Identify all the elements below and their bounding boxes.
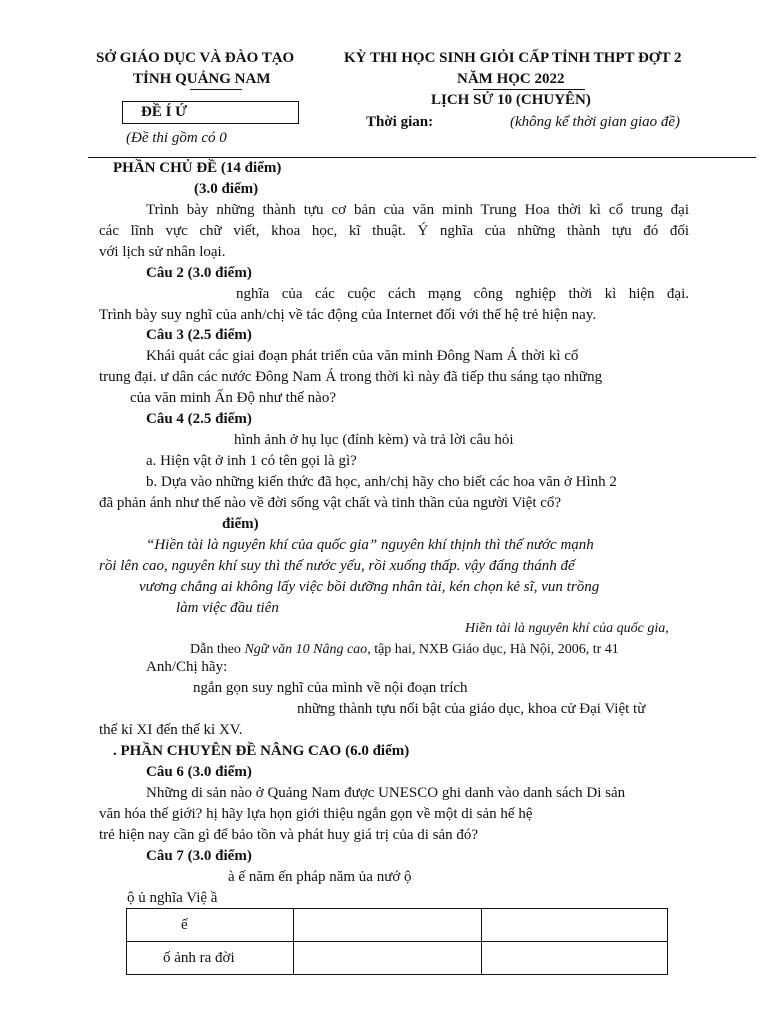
q6-line2: văn hóa thế giới? hị hãy lựa họn giới thiệu ngắn gọn về một di sản hế hệ — [99, 806, 533, 822]
table-row — [127, 909, 668, 942]
q1-line3: với lịch sử nhân loại. — [99, 244, 226, 260]
q2-line2: Trình bày suy nghĩ của anh/chị về tác động của Internet đối với thế hệ trẻ hiện nay. — [99, 307, 597, 323]
q1-points: (3.0 điểm) — [194, 181, 259, 197]
part2-title: . PHẦN CHUYÊN ĐỀ NÂNG CAO (6.0 điểm) — [113, 743, 410, 759]
q1-line2: các lĩnh vực chữ viết, khoa học, kĩ thuật. Ý nghĩa của những thành tựu đó đối — [99, 223, 689, 239]
task-2: những thành tựu nổi bật của giáo dục, khoa cử Đại Việt từ — [297, 701, 646, 717]
q3-line2: trung đại. ư dân các nước Đông Nam Á trong thời kì này đã tiếp thu sáng tạo những — [99, 369, 603, 385]
table-row — [127, 942, 668, 975]
quote-line4: làm việc đầu tiên — [176, 600, 279, 616]
department-name: SỞ GIÁO DỤC VÀ ĐÀO TẠO — [96, 50, 295, 66]
table-cell — [482, 942, 668, 975]
table-cell — [294, 942, 482, 975]
q3-line1: Khái quát các giai đoạn phát triển của văn minh Đông Nam Á thời kì cổ — [146, 348, 579, 364]
comparison-table — [126, 908, 668, 975]
q2-title: Câu 2 (3.0 điểm) — [146, 265, 252, 281]
q4-part-b-line1: b. Dựa vào những kiến thức đã học, anh/chị hãy cho biết các hoa văn ở Hình 2 — [146, 474, 617, 490]
task-label: Anh/Chị hãy: — [146, 659, 228, 675]
citation-prefix: Dẫn theo — [190, 642, 245, 657]
task-1: ngắn gọn suy nghĩ của mình về nội đoạn trích — [193, 680, 468, 696]
quote-source: Hiền tài là nguyên khí của quốc gia, — [465, 621, 669, 636]
q1-line1: Trình bày những thành tựu cơ bản của văn minh Trung Hoa thời kì cổ trung đại — [146, 202, 689, 218]
q5-points: điểm) — [222, 516, 259, 532]
exam-title: KỲ THI HỌC SINH GIỎI CẤP TỈNH THPT ĐỢT 2 — [344, 50, 682, 66]
table-cell — [294, 909, 482, 942]
header-underline-right — [473, 89, 585, 90]
quote-line3: vương chẳng ai không lấy việc bồi dưỡng nhân tài, kén chọn kẻ sĩ, vun trồng — [139, 579, 600, 595]
quote-line2: rồi lên cao, nguyên khí suy thì thế nước yếu, rồi xuống thấp. vậy đấng thánh đế — [99, 558, 575, 574]
table-cell-text: ố ảnh ra đời — [163, 949, 235, 966]
quote-line1: “Hiền tài là nguyên khí của quốc gia” nguyên khí thịnh thì thế nước mạnh — [146, 537, 594, 553]
q7-line1: à ế năm ến pháp năm ủa nướ ộ — [228, 869, 412, 885]
citation-suffix: , tập hai, NXB Giáo dục, Hà Nội, 2006, tr 41 — [367, 642, 619, 657]
q6-title: Câu 6 (3.0 điểm) — [146, 764, 252, 780]
q2-line1: nghĩa của các cuộc cách mạng công nghiệp thời kì hiện đại. — [236, 286, 689, 302]
table-cell — [127, 909, 294, 942]
q7-title: Câu 7 (3.0 điểm) — [146, 848, 252, 864]
header-divider — [88, 157, 756, 158]
part1-title: PHẦN CHỦ ĐỀ (14 điểm) — [113, 160, 282, 176]
q4-part-a: a. Hiện vật ở inh 1 có tên gọi là gì? — [146, 453, 357, 469]
header-underline-left — [190, 89, 242, 90]
citation — [190, 642, 619, 658]
q4-line1: hình ảnh ở hụ lục (đính kèm) và trả lời câu hỏi — [234, 432, 514, 448]
exam-type-label: ĐỀ Í Ứ — [141, 104, 188, 120]
q4-title: Câu 4 (2.5 điểm) — [146, 411, 252, 427]
time-note: (không kể thời gian giao đề) — [510, 114, 681, 130]
q3-title: Câu 3 (2.5 điểm) — [146, 327, 252, 343]
subject-title: LỊCH SỬ 10 (CHUYÊN) — [431, 92, 591, 108]
task-2-cont: thế kỉ XI đến thế kỉ XV. — [99, 722, 243, 738]
table-cell-text: ế — [181, 916, 188, 933]
exam-type-box — [122, 101, 299, 124]
school-year: NĂM HỌC 2022 — [457, 71, 565, 87]
time-label: Thời gian: — [366, 114, 434, 130]
table-cell — [482, 909, 668, 942]
page-count-note: (Đề thi gồm có 0 — [126, 130, 227, 146]
province-name: TỈNH QUẢNG NAM — [133, 71, 271, 87]
q7-line2: ộ ủ nghĩa Việ ầ — [127, 890, 218, 906]
q4-part-b-line2: đã phản ánh như thế nào về đời sống vật chất và tinh thần của người Việt cổ? — [99, 495, 562, 511]
q6-line1: Những di sản nào ở Quảng Nam được UNESCO ghi danh vào danh sách Di sản — [146, 785, 626, 801]
table-cell — [127, 942, 294, 975]
citation-book: Ngữ văn 10 Nâng cao — [244, 642, 368, 657]
q6-line3: trẻ hiện nay cần gì để bảo tồn và phát huy giá trị của di sản đó? — [99, 827, 479, 843]
q3-line3: của văn minh Ấn Độ như thế nào? — [130, 390, 336, 406]
